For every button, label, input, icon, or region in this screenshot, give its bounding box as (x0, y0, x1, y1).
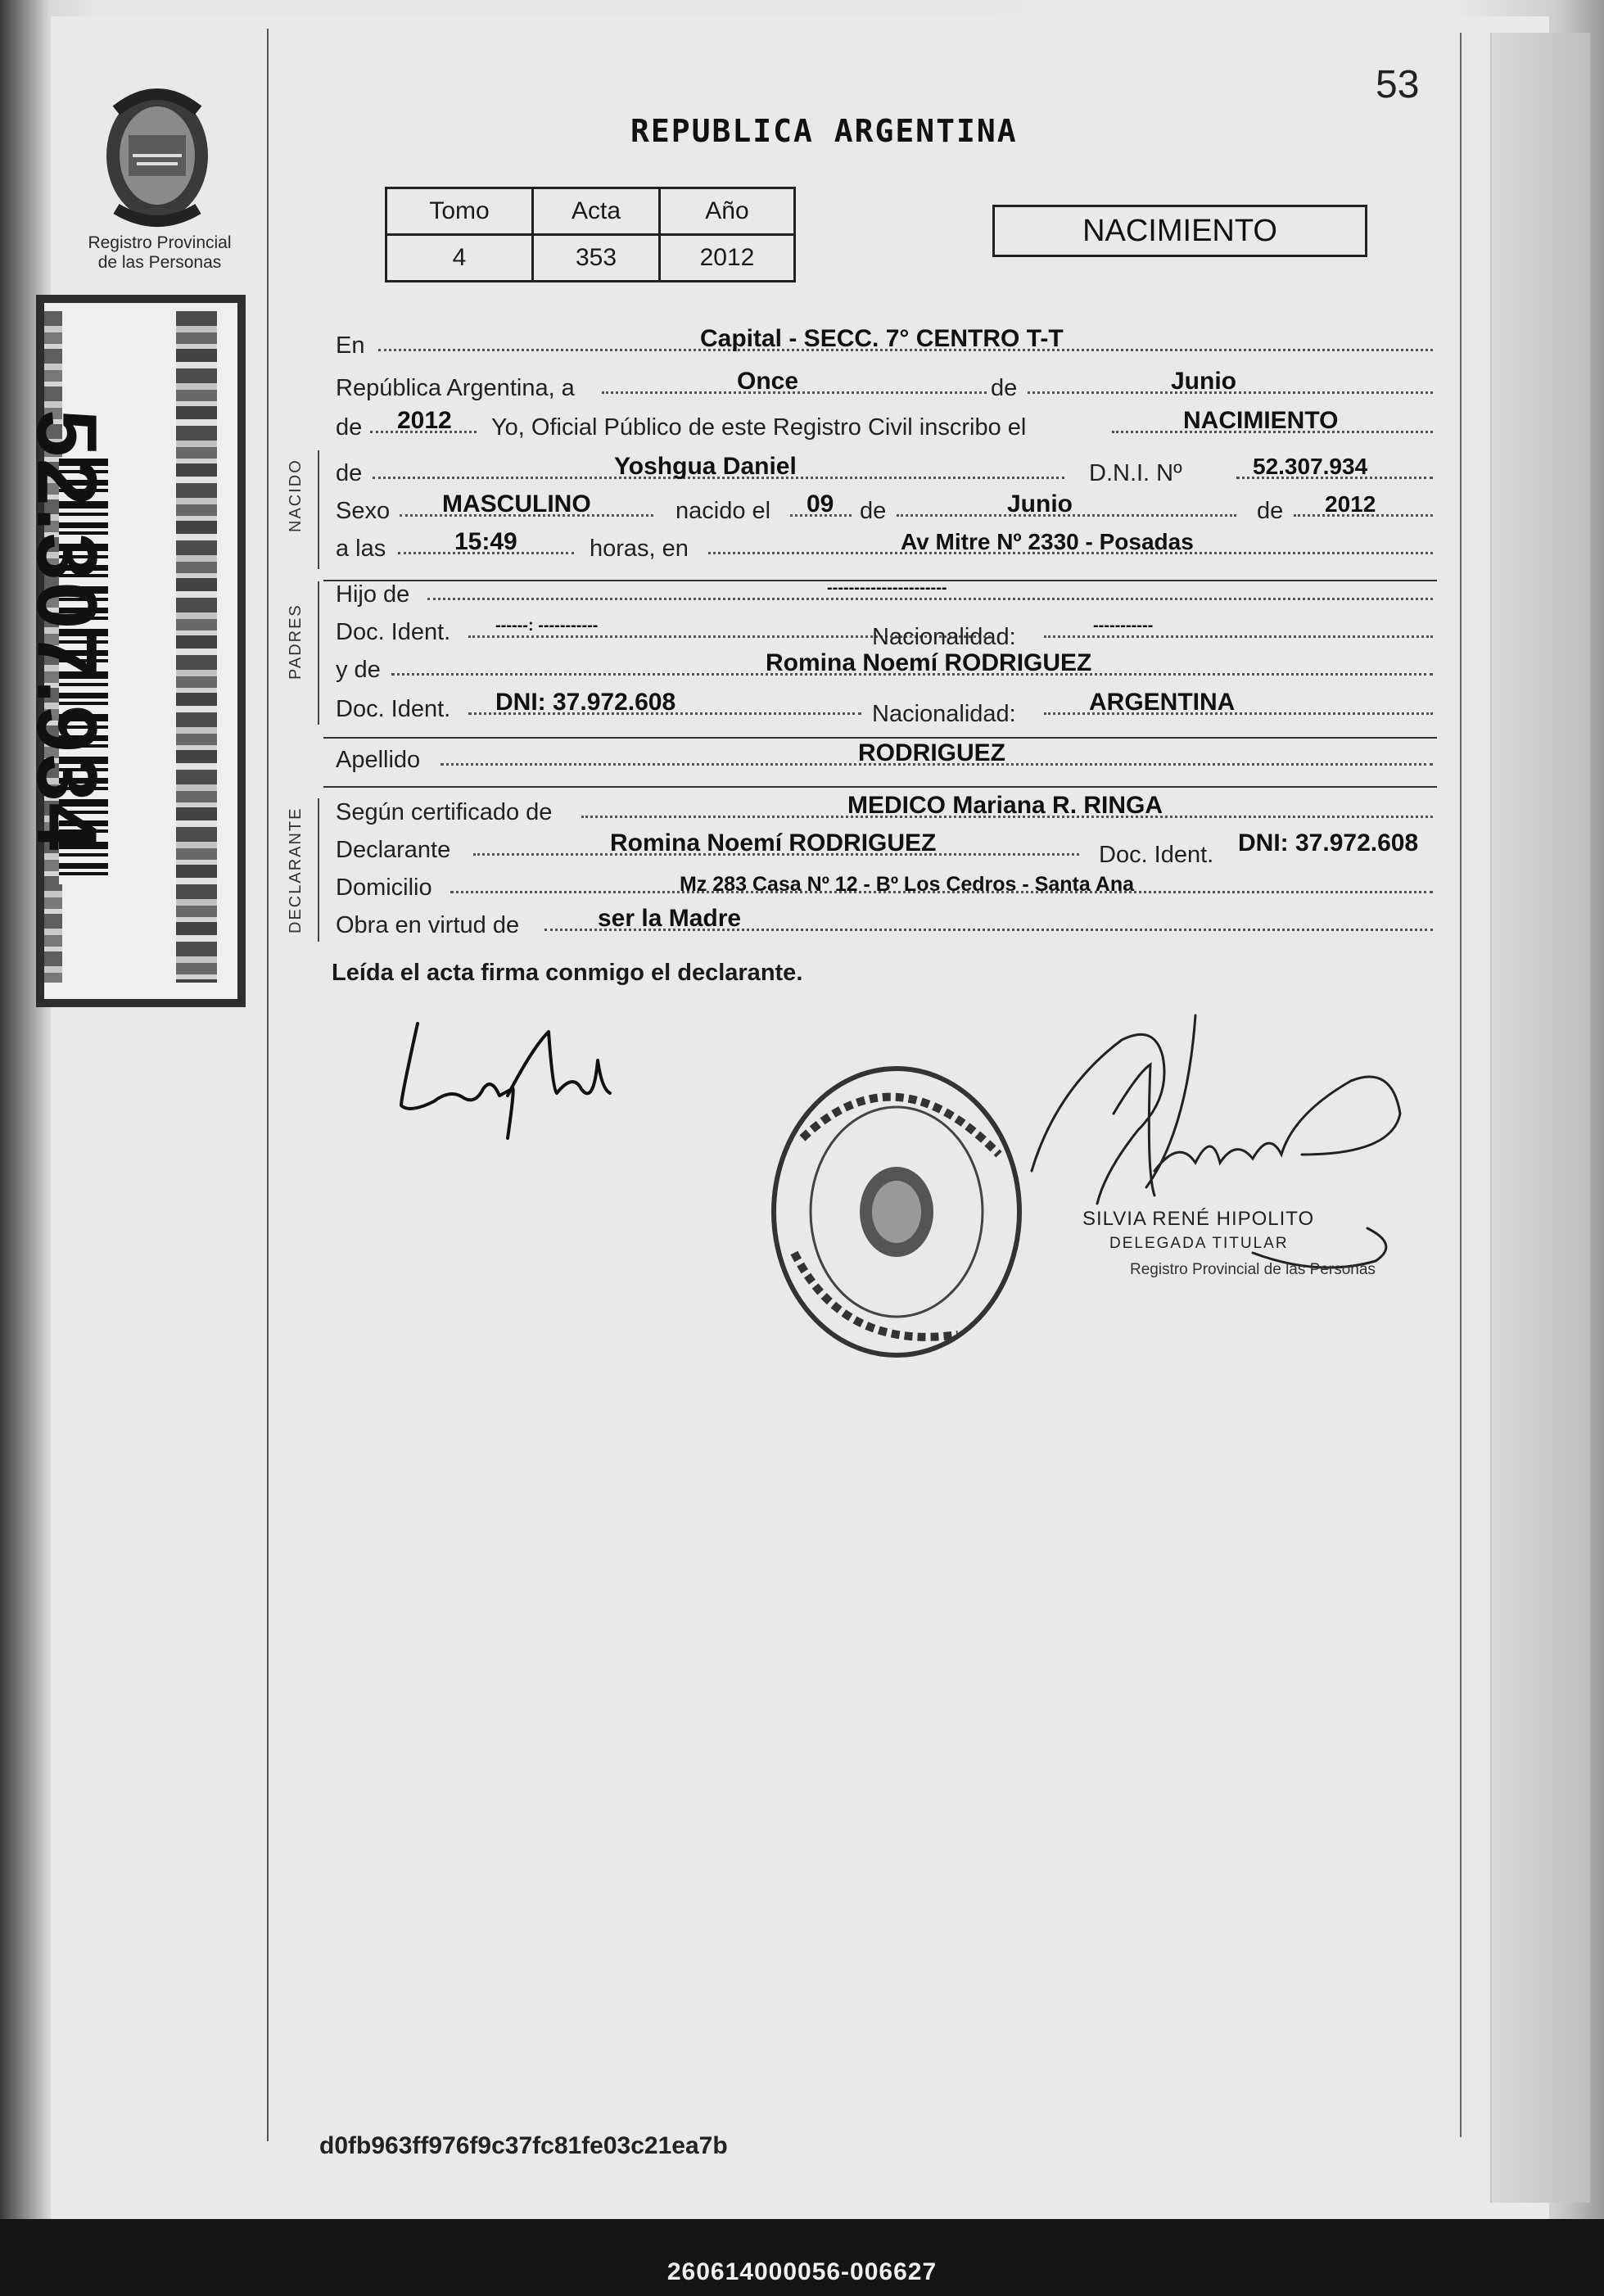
form-row-madre (336, 649, 1433, 688)
record-type-box: NACIMIENTO (992, 205, 1367, 257)
form-row-madre-doc (336, 691, 1433, 727)
table-row (386, 235, 795, 282)
de-label: de (336, 460, 363, 486)
section-bar (318, 581, 319, 725)
closing-statement: Leída el acta firma conmigo el declarante. (332, 960, 803, 986)
de-label-2: de (1257, 498, 1284, 524)
official-name: SILVIA RENÉ HIPOLITO (1082, 1208, 1315, 1230)
doc-ident-label: Doc. Ident. (1099, 842, 1214, 868)
doc-ident-label: Doc. Ident. (336, 619, 451, 645)
de-label-2: de (336, 414, 363, 441)
official-role: DELEGADA TITULAR (1109, 1235, 1289, 1252)
certificado-label: Según certificado de (336, 799, 553, 825)
table-cell: 2012 (660, 235, 795, 282)
padre-name: ---------------------- (827, 579, 947, 597)
republica-label: República Argentina, a (336, 375, 575, 401)
hora: 15:49 (454, 528, 517, 555)
form-row-hora (336, 528, 1433, 567)
official-signature-icon (1007, 1007, 1433, 1302)
table-header-row (386, 188, 795, 235)
madre-nacionalidad: ARGENTINA (1089, 689, 1236, 716)
domicilio-label: Domicilio (336, 875, 432, 901)
acto: NACIMIENTO (1183, 407, 1339, 434)
child-dni: 52.307.934 (1253, 454, 1368, 479)
right-margin-line (1460, 33, 1462, 2137)
lugar: Av Mitre Nº 2330 - Posadas (901, 529, 1194, 554)
en-value: Capital - SECC. 7° CENTRO T-T (700, 325, 1064, 352)
apellido-label: Apellido (336, 747, 421, 773)
birth-year: 2012 (1325, 491, 1376, 517)
form-row-apellido (336, 739, 1433, 778)
child-name: Yoshgua Daniel (614, 453, 797, 480)
table-header: Año (660, 188, 795, 235)
registry-seal-label (66, 233, 254, 273)
birth-day: 09 (807, 490, 834, 518)
domicilio-value: Mz 283 Casa Nº 12 - Bº Los Cedros - Santa Ana (680, 873, 1134, 896)
registry-table (385, 187, 796, 282)
madre-name: Romina Noemí RODRIGUEZ (766, 649, 1092, 676)
certificado-value: MEDICO Mariana R. RINGA (847, 792, 1163, 819)
section-bar (318, 450, 319, 569)
year: 2012 (397, 407, 452, 434)
nacionalidad-label-2: Nacionalidad: (872, 701, 1016, 727)
official-office: Registro Provincial de las Personas (1130, 1261, 1376, 1278)
form-row-declarante (336, 829, 1433, 868)
table-cell: 353 (533, 235, 660, 282)
declarant-signature-icon (385, 999, 622, 1163)
a-las-label: a las (336, 536, 386, 562)
padre-doc: ------: ----------- (495, 617, 599, 635)
table-cell: 4 (386, 235, 533, 282)
margin-line (267, 29, 269, 2141)
scan-id: 260614000056-006627 (666, 2258, 938, 2285)
dni-label: D.N.I. Nº (1089, 460, 1182, 486)
hijo-de-label: Hijo de (336, 581, 410, 608)
en-label: En (336, 332, 365, 359)
page-edge (1490, 33, 1590, 2203)
de-label: de (991, 375, 1018, 401)
y-de-label: y de (336, 657, 381, 683)
declarante-name: Romina Noemí RODRIGUEZ (610, 829, 937, 856)
oficial-text: Yo, Oficial Público de este Registro Civil inscribo el (491, 414, 1027, 441)
form-row-date (336, 370, 1433, 406)
official-stamp-icon (753, 1040, 1048, 1367)
horas-en-label: horas, en (590, 536, 689, 562)
section-bar (318, 798, 319, 942)
day-words: Once (737, 368, 799, 395)
nacionalidad-label: Nacionalidad: (872, 624, 1016, 650)
form-row-domicilio (336, 870, 1433, 906)
document-hash: d0fb963ff976f9c37fc81fe03c21ea7b (319, 2132, 728, 2159)
form-row-year (336, 409, 1433, 445)
padre-nacionalidad: ----------- (1093, 617, 1154, 635)
seal-label-line1: Registro Provincial (88, 233, 232, 252)
declarante-label: Declarante (336, 837, 451, 863)
month: Junio (1171, 368, 1236, 395)
sexo-label: Sexo (336, 498, 391, 524)
sticker-pattern (176, 311, 217, 983)
birth-month: Junio (1007, 490, 1073, 518)
sexo-value: MASCULINO (442, 490, 591, 518)
table-header: Tomo (386, 188, 533, 235)
doc-ident-label-2: Doc. Ident. (336, 696, 451, 722)
form-row-obra (336, 907, 1433, 943)
table-header: Acta (533, 188, 660, 235)
madre-doc: DNI: 37.972.608 (495, 689, 676, 716)
seal-label-line2: de las Personas (97, 253, 222, 272)
de-label: de (860, 498, 887, 524)
page-number: 53 (1376, 63, 1420, 106)
nacido-el-label: nacido el (675, 498, 771, 524)
apellido-value: RODRIGUEZ (858, 739, 1005, 766)
document-title: REPUBLICA ARGENTINA (630, 113, 1018, 149)
obra-value: ser la Madre (598, 905, 742, 932)
form-row-en (336, 325, 1433, 364)
province-seal-icon (92, 78, 223, 233)
obra-label: Obra en virtud de (336, 912, 520, 938)
declarante-doc: DNI: 37.972.608 (1238, 829, 1419, 856)
